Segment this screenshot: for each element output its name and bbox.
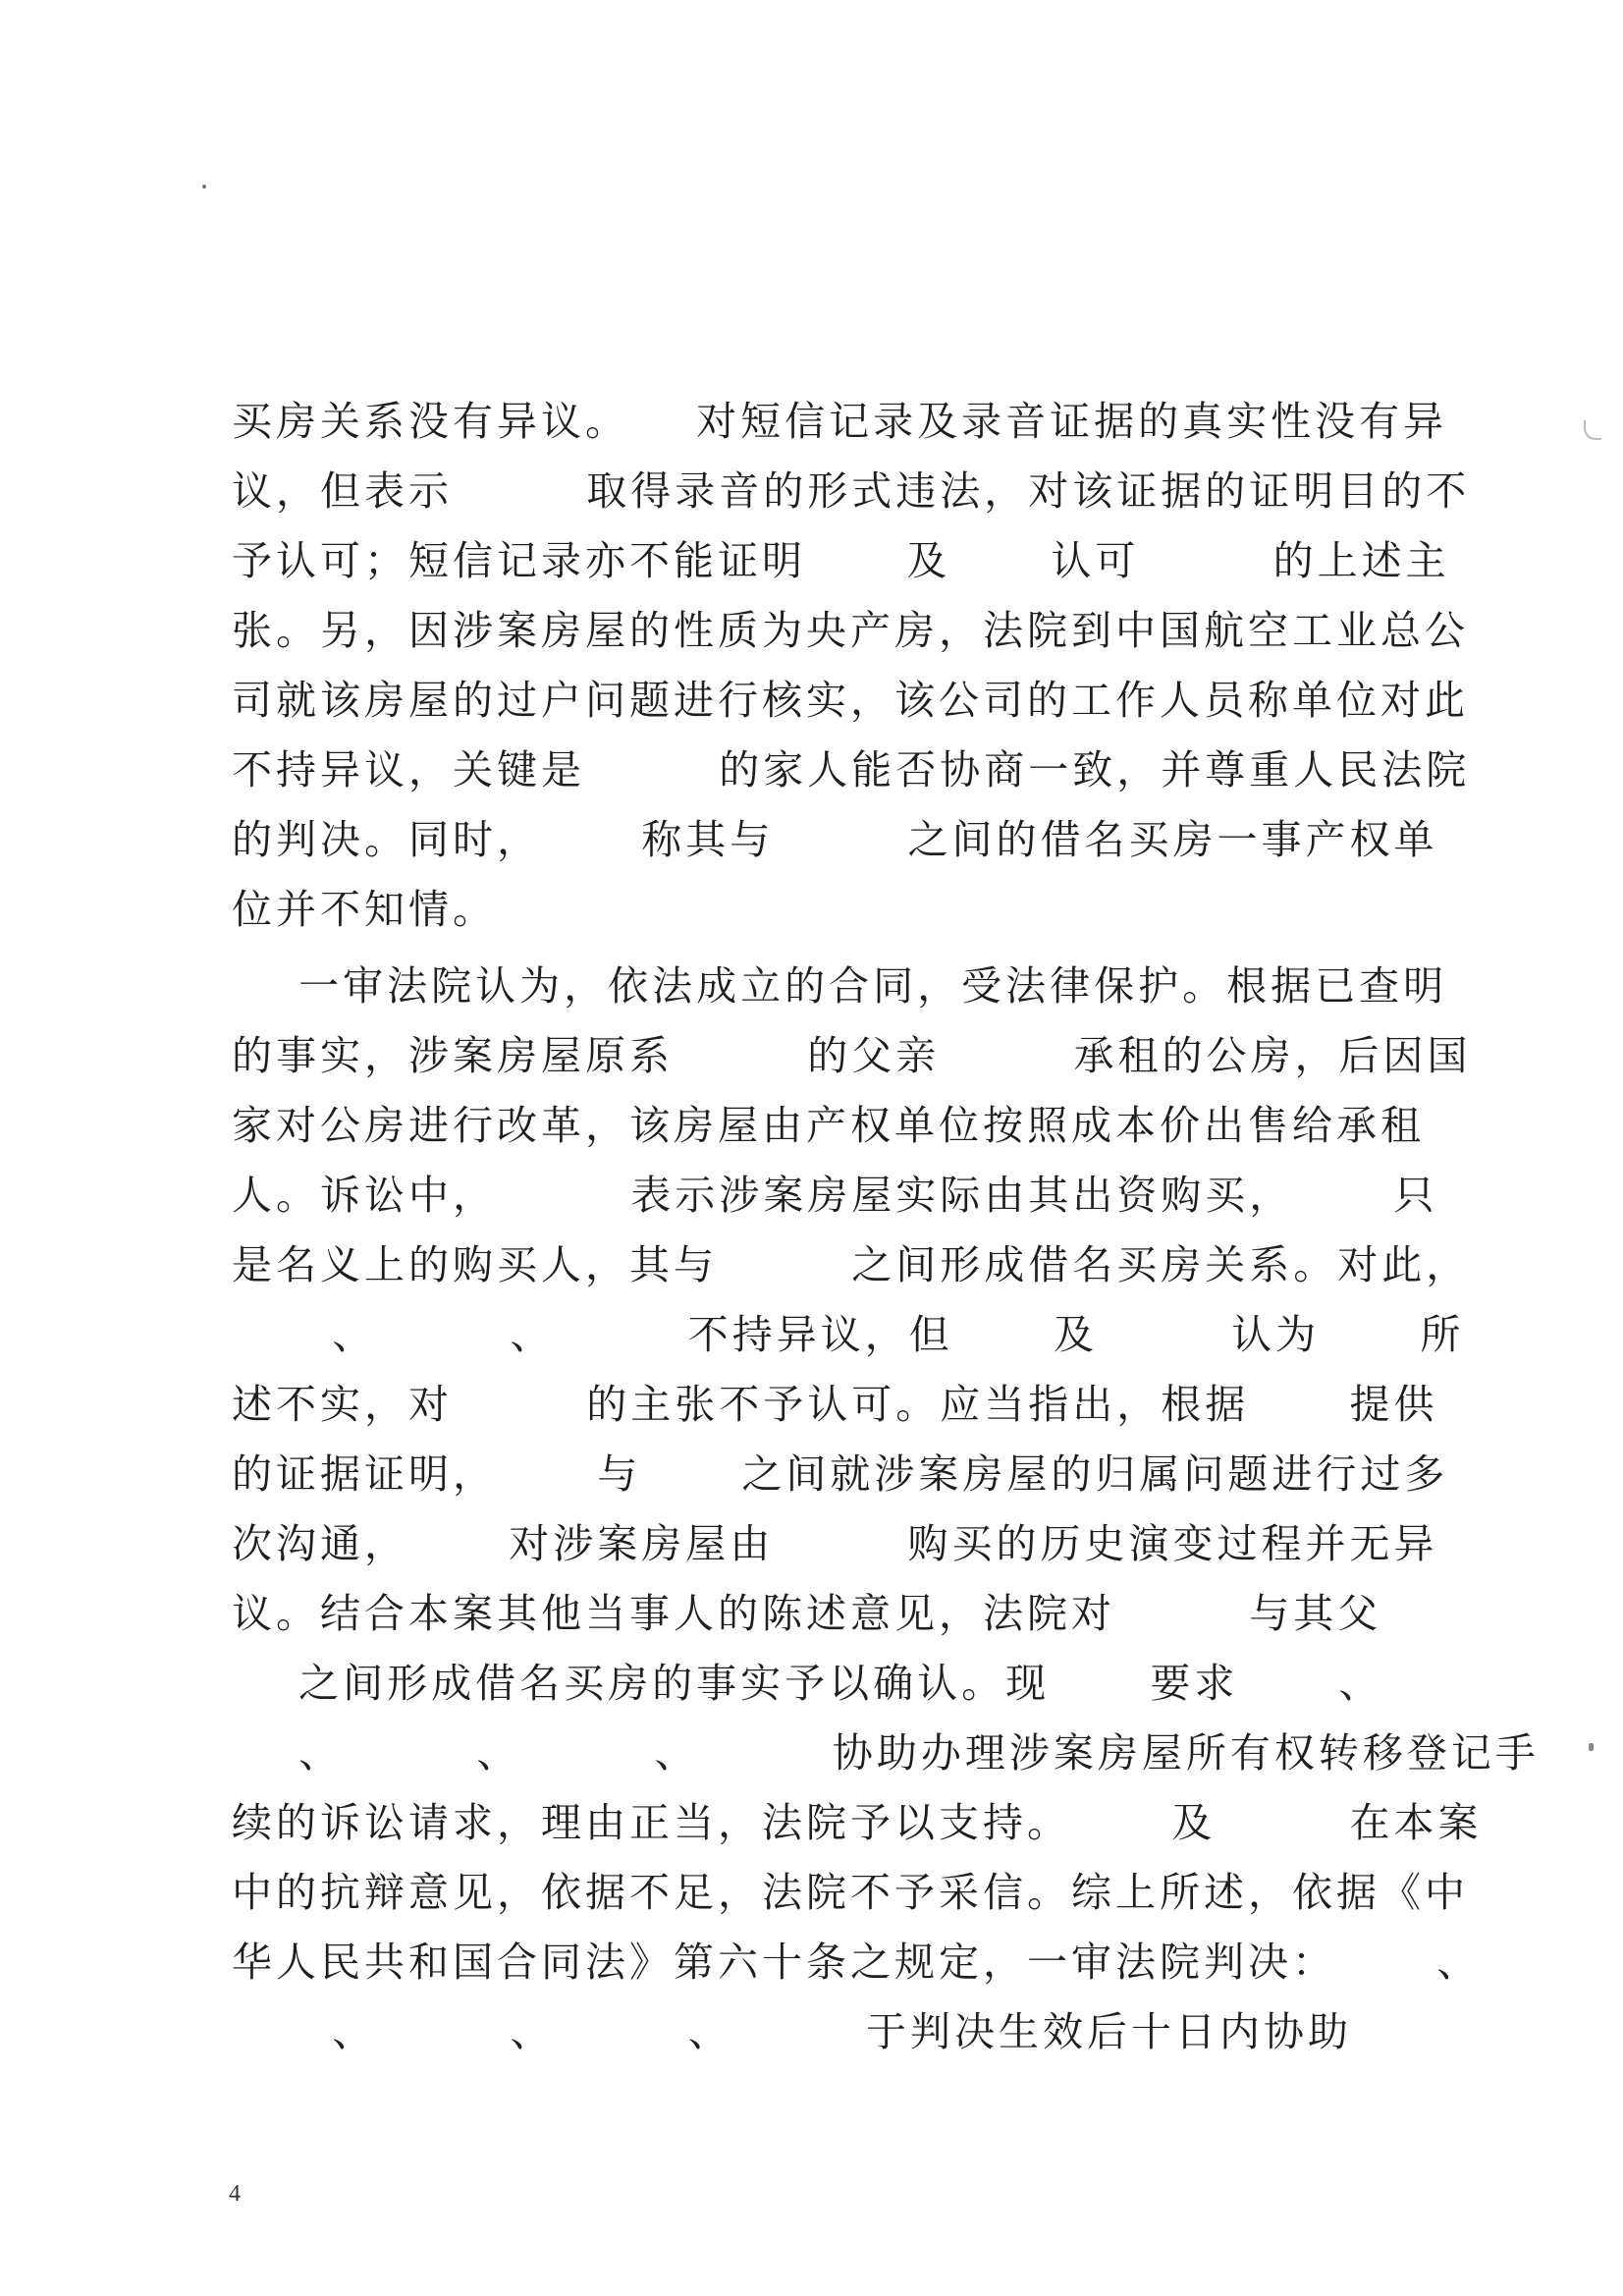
text-line-10: 的事实，涉案房屋原系 的父亲 承租的公房，后因国	[232, 1032, 1472, 1079]
text-line-9: 一审法院认为，依法成立的合同，受法律保护。根据已查明	[232, 962, 1448, 1010]
text-line-2: 议，但表示 取得录音的形式违法，对该证据的证明目的不	[232, 467, 1471, 515]
page-number: 4	[229, 2181, 241, 2207]
text-line-14: 、 、 不持异议，但 及 认为 所	[232, 1311, 1465, 1358]
scan-edge-dot	[1589, 1743, 1594, 1751]
text-line-6: 不持异议，关键是 的家人能否协商一致，并尊重人民法院	[232, 746, 1471, 793]
text-line-23: 华人民共和国合同法》第六十条之规定，一审法院判决： 、	[232, 1939, 1482, 1986]
text-line-11: 家对公房进行改革，该房屋由产权单位按照成本价出售给承租	[232, 1102, 1425, 1149]
text-line-7: 的判决。同时， 称其与 之间的借名买房一事产权单	[232, 816, 1438, 863]
text-line-12: 人。诉讼中， 表示涉案房屋实际由其出资购买， 只	[232, 1172, 1438, 1219]
scan-speck	[202, 185, 206, 189]
text-line-20: 、 、 、 协助办理涉案房屋所有权转移登记手	[232, 1729, 1540, 1777]
text-line-17: 次沟通， 对涉案房屋由 购买的历史演变过程并无异	[232, 1520, 1438, 1567]
text-line-21: 续的诉讼请求，理由正当，法院予以支持。 及 在本案	[232, 1799, 1483, 1846]
text-line-4: 张。另，因涉案房屋的性质为央产房，法院到中国航空工业总公	[232, 607, 1469, 654]
text-line-22: 中的抗辩意见，依据不足，法院不予采信。综上所述，依据《中	[232, 1869, 1469, 1916]
text-line-3: 予认可；短信记录亦不能证明 及 认可 的上述主	[232, 537, 1450, 584]
text-line-19: 之间形成借名买房的事实予以确认。现 要求 、	[232, 1660, 1383, 1707]
scan-edge-mark	[1584, 420, 1601, 440]
text-line-18: 议。结合本案其他当事人的陈述意见，法院对 与其父	[232, 1590, 1382, 1637]
text-line-15: 述不实，对 的主张不予认可。应当指出，根据 提供	[232, 1381, 1438, 1428]
text-line-8: 位并不知情。	[232, 886, 497, 933]
text-line-5: 司就该房屋的过户问题进行核实，该公司的工作人员称单位对此	[232, 677, 1469, 724]
text-line-16: 的证据证明， 与 之间就涉案房屋的归属问题进行过多	[232, 1450, 1449, 1498]
text-line-13: 是名义上的购买人，其与 之间形成借名买房关系。对此，	[232, 1241, 1471, 1288]
text-line-1: 买房关系没有异议。 对短信记录及录音证据的真实性没有异	[232, 398, 1448, 445]
text-line-24: 、 、 、 于判决生效后十日内协助	[232, 2008, 1352, 2055]
